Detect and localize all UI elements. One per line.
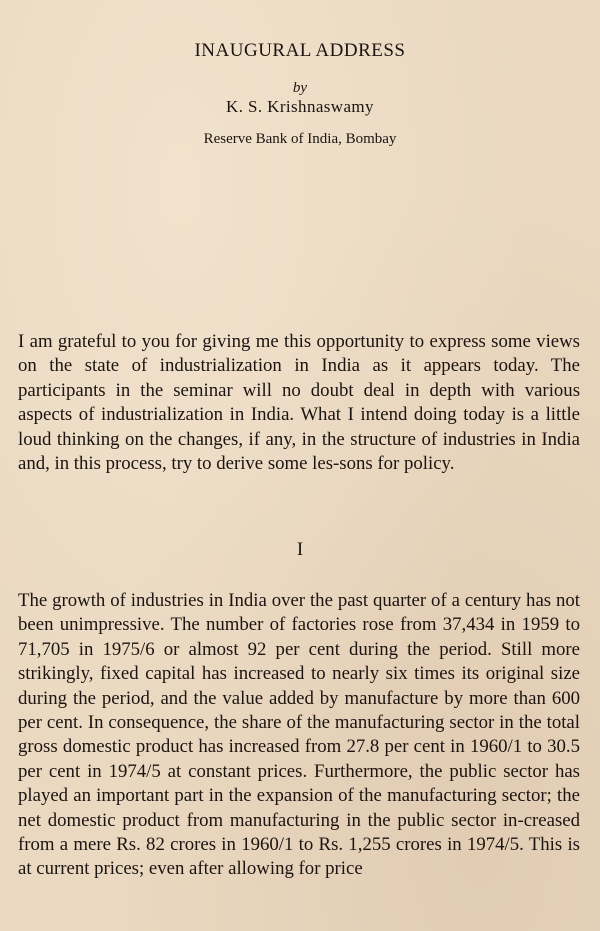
byline: by (292, 80, 308, 96)
author-affiliation: Reserve Bank of India, Bombay (203, 131, 397, 147)
section-number: I (296, 539, 304, 560)
document-title: INAUGURAL ADDRESS (194, 40, 406, 61)
paragraph-introduction: I am grateful to you for giving me this opportunity to express some views on the state of industrialization in India as it appears today. The participants in the seminar will no doubt deal in depth with various aspects of industrialization in India. What I intend doing today is a little loud thinking on the changes, if any, in the structure of industries in India and, in this process, try to derive some les-sons for policy. (18, 331, 580, 475)
paragraph-industrial-growth: The growth of industries in India over the past quarter of a century has not been unimpressive. The number of factories rose from 37,434 in 1959 to 71,705 in 1975/6 or almost 92 per cent during the period. Still more strikingly, fixed capital has increased to nearly six times its original size during the period, and the value added by manufacture by more than 600 per cent. In consequence, the share of the manufacturing sector in the total gross domestic product has increased from 27.8 per cent in 1960/1 to 30.5 per cent in 1974/5 at constant prices. Furthermore, the public sector has played an important part in the expansion of the manufacturing sector; the net domestic product from manufacturing in the public sector in-creased from a mere Rs. 82 crores in 1960/1 to Rs. 1,255 crores in 1974/5. This is at current prices; even after allowing for price (18, 590, 580, 880)
author-name: K. S. Krishnaswamy (226, 97, 374, 116)
